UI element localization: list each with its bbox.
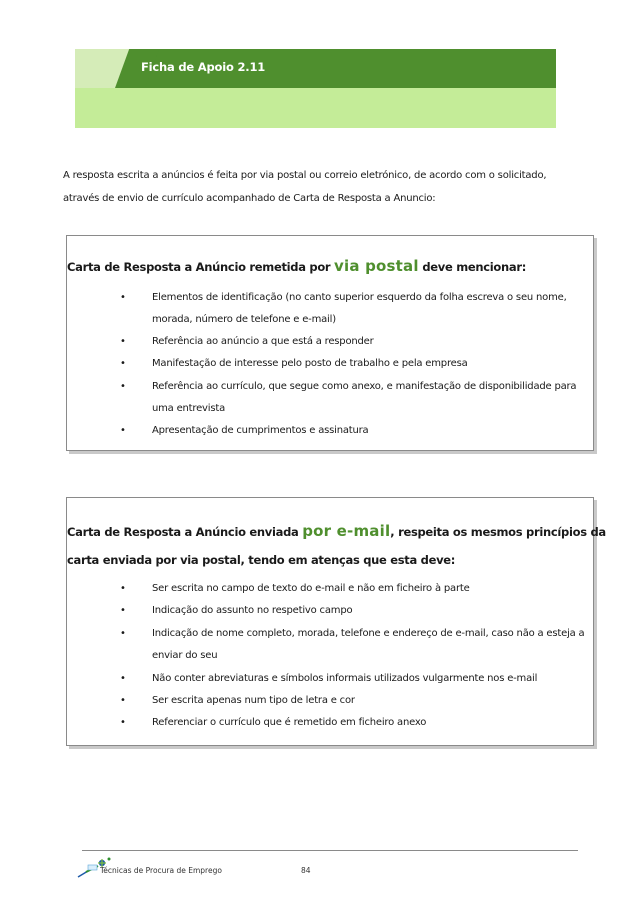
box-title-highlight: por e-mail	[302, 522, 391, 540]
list-item-text: uma entrevista	[152, 403, 225, 414]
list-item-text: Ser escrita no campo de texto do e-mail e não em ficheiro à parte	[152, 583, 470, 594]
box-title-text: , respeita os mesmos princípios da	[390, 525, 606, 539]
box-title-text: Carta de Resposta a Anúncio remetida por	[67, 260, 334, 274]
footer-divider	[82, 850, 578, 851]
bullet: •	[120, 717, 126, 728]
header-banner	[75, 49, 556, 128]
list-item-text: Indicação de nome completo, morada, telefone e endereço de e-mail, caso não a esteja a	[152, 628, 585, 639]
bullet: •	[120, 628, 126, 639]
banner-body	[75, 88, 556, 128]
list-item-text: Ser escrita apenas num tipo de letra e cor	[152, 695, 355, 706]
list-item-text: morada, número de telefone e e-mail)	[152, 314, 336, 325]
list-item-text: Não conter abreviaturas e símbolos informais utilizados vulgarmente nos e-mail	[152, 673, 538, 684]
bullet: •	[120, 605, 126, 616]
box-title	[67, 257, 526, 275]
box-title-text: deve mencionar:	[418, 260, 527, 274]
postal-letter-box	[66, 235, 594, 451]
intro-line: através de envio de currículo acompanhado de Carta de Resposta a Anuncio:	[63, 193, 436, 204]
list-item-text: Referenciar o currículo que é remetido em ficheiro anexo	[152, 717, 427, 728]
footer-title: Técnicas de Procura de Emprego	[100, 866, 222, 875]
list-item-text: Referência ao currículo, que segue como anexo, e manifestação de disponibilidade para	[152, 381, 577, 392]
page-number: 84	[301, 866, 311, 875]
banner-title: Ficha de Apoio 2.11	[141, 60, 266, 74]
box-title-text: Carta de Resposta a Anúncio enviada	[67, 525, 303, 539]
email-letter-box	[66, 497, 606, 746]
bullet: •	[120, 425, 126, 436]
list-item-text: enviar do seu	[152, 650, 218, 661]
list-item-text: Referência ao anúncio a que está a responder	[152, 336, 374, 347]
bullet: •	[120, 358, 126, 369]
list-item-text: Apresentação de cumprimentos e assinatura	[152, 425, 369, 436]
list-item-text: Manifestação de interesse pelo posto de trabalho e pela empresa	[152, 358, 468, 369]
intro-paragraph	[63, 164, 573, 210]
bullet: •	[120, 695, 126, 706]
bullet: •	[120, 336, 126, 347]
bullet: •	[120, 583, 126, 594]
box-title-line2: carta enviada por via postal, tendo em atenças que esta deve:	[67, 553, 456, 567]
intro-line: A resposta escrita a anúncios é feita por via postal ou correio eletrónico, de acordo com o solicitado,	[63, 170, 547, 181]
bullet: •	[120, 381, 126, 392]
list-item-text: Elementos de identificação (no canto superior esquerdo da folha escreva o seu nome,	[152, 292, 567, 303]
list-item-text: Indicação do assunto no respetivo campo	[152, 605, 353, 616]
bullet: •	[120, 673, 126, 684]
box-title-highlight: via postal	[334, 257, 419, 275]
bullet: •	[120, 292, 126, 303]
box-title	[67, 522, 606, 540]
